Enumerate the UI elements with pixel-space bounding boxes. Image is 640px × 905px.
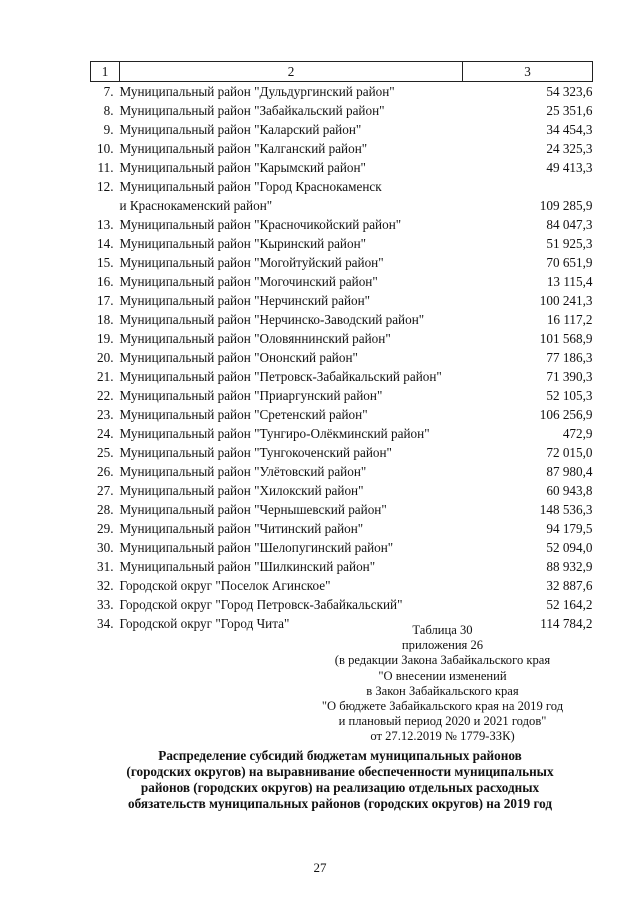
row-name-continuation: и Краснокаменский район" — [119, 198, 273, 213]
page-number: 27 — [313, 860, 327, 875]
row-name: Муниципальный район "Калганский район" — [119, 141, 368, 156]
row-name-cell — [120, 443, 463, 462]
row-name-cell — [120, 310, 463, 329]
row-number: 23. — [97, 407, 114, 422]
row-name-cell — [120, 519, 463, 538]
row-value: 52 094,0 — [546, 540, 593, 555]
note-line: в Закон Забайкальского края — [366, 683, 519, 698]
row-name-cell — [120, 500, 463, 519]
row-name-cell — [120, 424, 463, 443]
row-value: 54 323,6 — [546, 84, 593, 99]
row-name: Муниципальный район "Могойтуйский район" — [119, 255, 384, 270]
row-number: 9. — [103, 122, 114, 137]
row-value: 77 186,3 — [546, 350, 593, 365]
table-row — [91, 310, 593, 329]
row-value: 101 568,9 — [539, 331, 593, 346]
row-number: 12. — [97, 179, 114, 194]
row-name: Муниципальный район "Забайкальский район" — [119, 103, 385, 118]
row-number: 32. — [97, 578, 114, 593]
row-name: Муниципальный район "Нерчинско-Заводский район" — [119, 312, 425, 327]
title-line: (городских округов) на выравнивание обеспеченности муниципальных — [126, 764, 554, 779]
row-name-cell — [120, 291, 463, 310]
row-name: Муниципальный район "Читинский район" — [119, 521, 364, 536]
row-name: Муниципальный район "Чернышевский район" — [119, 502, 387, 517]
row-name: Муниципальный район "Хилокский район" — [119, 483, 364, 498]
row-name-cell — [120, 462, 463, 481]
row-number: 27. — [97, 483, 114, 498]
title-line: Распределение субсидий бюджетам муниципальных районов — [158, 748, 522, 763]
row-number: 11. — [97, 160, 114, 175]
row-name-cell — [120, 101, 463, 120]
row-name-cell — [120, 215, 463, 234]
row-value: 51 925,3 — [546, 236, 593, 251]
row-name: Муниципальный район "Ононский район" — [119, 350, 358, 365]
row-number: 31. — [97, 559, 114, 574]
row-number: 29. — [97, 521, 114, 536]
row-number: 10. — [97, 141, 114, 156]
row-name-cell — [120, 139, 463, 158]
row-name: Муниципальный район "Могочинский район" — [119, 274, 378, 289]
table-row — [91, 348, 593, 367]
table-row — [91, 139, 593, 158]
table-row — [91, 405, 593, 424]
row-name: Муниципальный район "Петровск-Забайкальский район" — [119, 369, 442, 384]
row-number: 18. — [97, 312, 114, 327]
row-name: Муниципальный район "Каларский район" — [119, 122, 362, 137]
row-name: Муниципальный район "Кыринский район" — [119, 236, 367, 251]
row-name-cell — [120, 348, 463, 367]
table-row — [91, 367, 593, 386]
row-value: 25 351,6 — [546, 103, 593, 118]
title-line: обязательств муниципальных районов (городских округов) на 2019 год — [127, 796, 553, 811]
row-name-cell — [120, 234, 463, 253]
row-name-cell — [120, 538, 463, 557]
row-name: Муниципальный район "Красночикойский район" — [119, 217, 402, 232]
row-number: 20. — [97, 350, 114, 365]
row-name: Муниципальный район "Оловяннинский район" — [119, 331, 391, 346]
table-row — [91, 481, 593, 500]
note-line: Таблица 30 — [412, 623, 473, 637]
row-name-cell — [120, 329, 463, 348]
row-value: 52 164,2 — [546, 597, 593, 612]
row-name-cell — [120, 253, 463, 272]
row-number: 34. — [97, 616, 114, 631]
row-value: 13 115,4 — [546, 274, 593, 289]
table-row — [91, 272, 593, 291]
row-name: Муниципальный район "Дульдургинский район" — [119, 84, 395, 99]
row-value: 148 536,3 — [539, 502, 593, 517]
table-row — [91, 557, 593, 576]
note-line: от 27.12.2019 № 1779-ЗЗК) — [370, 729, 515, 744]
row-number: 19. — [97, 331, 114, 346]
table-row — [91, 462, 593, 481]
row-name: Муниципальный район "Шелопугинский район" — [119, 540, 394, 555]
row-value: 24 325,3 — [546, 141, 593, 156]
row-number: 21. — [97, 369, 114, 384]
row-number: 15. — [97, 255, 114, 270]
row-number: 24. — [97, 426, 114, 441]
row-value: 72 015,0 — [546, 445, 593, 460]
row-value: 94 179,5 — [546, 521, 593, 536]
header-col-2: 2 — [120, 62, 463, 82]
row-value: 52 105,3 — [546, 388, 593, 403]
row-number: 13. — [97, 217, 114, 232]
table-row — [91, 500, 593, 519]
row-name-cell — [120, 177, 463, 215]
table-body — [91, 82, 593, 634]
row-name-cell — [120, 82, 463, 102]
row-number: 17. — [97, 293, 114, 308]
row-name: Городской округ "Город Чита" — [119, 616, 290, 631]
row-name: Городской округ "Город Петровск-Забайкальский" — [119, 597, 403, 612]
table-reference-note — [300, 623, 585, 745]
table-header-row — [91, 62, 593, 82]
row-value: 88 932,9 — [546, 559, 593, 574]
row-number: 7. — [103, 84, 114, 99]
row-value: 84 047,3 — [546, 217, 593, 232]
row-value: 472,9 — [562, 426, 593, 441]
row-value: 49 413,3 — [546, 160, 593, 175]
row-value: 109 285,9 — [539, 198, 593, 213]
row-name: Муниципальный район "Нерчинский район" — [119, 293, 371, 308]
row-value: 34 454,3 — [546, 122, 593, 137]
note-line: "О бюджете Забайкальского края на 2019 год — [321, 699, 564, 714]
subsidy-table — [90, 61, 593, 633]
row-number: 28. — [97, 502, 114, 517]
table-row — [91, 120, 593, 139]
row-value: 32 887,6 — [546, 578, 593, 593]
table-row — [91, 386, 593, 405]
table-row — [91, 253, 593, 272]
table-row — [91, 424, 593, 443]
table-row — [91, 291, 593, 310]
table-row — [91, 595, 593, 614]
row-number: 22. — [97, 388, 114, 403]
row-name-cell — [120, 272, 463, 291]
row-value: 71 390,3 — [546, 369, 593, 384]
note-line: и плановый период 2020 и 2021 годов" — [338, 714, 547, 729]
row-name-cell — [120, 595, 463, 614]
table-row — [91, 158, 593, 177]
row-name-cell — [120, 481, 463, 500]
row-name-cell — [120, 158, 463, 177]
row-name: Муниципальный район "Сретенский район" — [119, 407, 368, 422]
table-row — [91, 576, 593, 595]
table-row — [91, 538, 593, 557]
row-value: 70 651,9 — [546, 255, 593, 270]
table-row — [91, 519, 593, 538]
header-col-1: 1 — [91, 62, 120, 82]
row-name-cell — [120, 386, 463, 405]
row-name: Муниципальный район "Город Краснокаменск — [119, 179, 382, 194]
row-number: 14. — [97, 236, 114, 251]
table-row — [91, 234, 593, 253]
row-number: 30. — [97, 540, 114, 555]
row-value: 114 784,2 — [540, 616, 593, 631]
table-row — [91, 329, 593, 348]
row-number: 16. — [97, 274, 114, 289]
row-value: 60 943,8 — [546, 483, 593, 498]
row-name: Муниципальный район "Улётовский район" — [119, 464, 367, 479]
row-number: 8. — [103, 103, 114, 118]
note-line: приложения 26 — [401, 638, 484, 653]
table-row — [91, 101, 593, 120]
row-name: Муниципальный район "Тунгокоченский район" — [119, 445, 392, 460]
table-row — [91, 443, 593, 462]
table-row — [91, 177, 593, 215]
document-title — [100, 748, 580, 812]
row-name: Муниципальный район "Приаргунский район" — [119, 388, 383, 403]
row-name: Муниципальный район "Тунгиро-Олёкминский район" — [119, 426, 430, 441]
row-value: 100 241,3 — [539, 293, 593, 308]
row-name: Муниципальный район "Шилкинский район" — [119, 559, 376, 574]
row-name-cell — [120, 405, 463, 424]
row-name: Городской округ "Поселок Агинское" — [119, 578, 331, 593]
row-name-cell — [120, 557, 463, 576]
table-row — [91, 215, 593, 234]
title-line: районов (городских округов) на реализацию отдельных расходных — [140, 780, 540, 795]
row-name-cell — [120, 120, 463, 139]
note-line: (в редакции Закона Забайкальского края — [334, 653, 551, 668]
row-name-cell — [120, 367, 463, 386]
header-col-3: 3 — [463, 62, 593, 82]
table-row — [91, 82, 593, 102]
note-line: "О внесении изменений — [378, 668, 507, 683]
row-value: 16 117,2 — [546, 312, 593, 327]
row-name-cell — [120, 576, 463, 595]
row-number: 26. — [97, 464, 114, 479]
row-number: 25. — [97, 445, 114, 460]
row-value: 87 980,4 — [546, 464, 593, 479]
row-value: 106 256,9 — [539, 407, 593, 422]
row-number: 33. — [97, 597, 114, 612]
row-name: Муниципальный район "Карымский район" — [119, 160, 366, 175]
